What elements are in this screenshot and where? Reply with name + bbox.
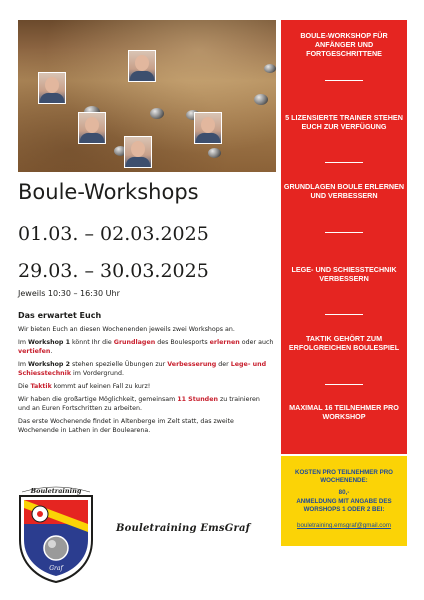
- divider: [325, 80, 363, 81]
- workshop-date-1: 01.03. – 02.03.2025: [18, 223, 209, 245]
- paragraph-tactics: Die Taktik kommt auf keinen Fall zu kurz!: [18, 383, 151, 390]
- boule-ball: [264, 64, 276, 73]
- boule-ball: [254, 94, 268, 105]
- highlight-item: 5 LIZENSIERTE TRAINER STEHEN EUCH ZUR VERFÜGUNG: [285, 113, 403, 131]
- logo-top-text: Bouletraining: [30, 487, 82, 495]
- paragraph-workshop-2: Im Workshop 2 stehen spezielle Übungen zur Verbesserung der Lege- und Schiesstechnik im Vordergrund.: [18, 361, 267, 377]
- trainer-photo: [38, 72, 66, 104]
- highlight-item: MAXIMAL 16 TEILNEHMER PRO WORKSHOP: [289, 403, 399, 421]
- logo-ring-text: Graf: [49, 565, 63, 572]
- paragraph-hours: Wir haben die großartige Möglichkeit, gemeinsam 11 Stunden zu trainieren: [18, 396, 260, 403]
- divider: [325, 232, 363, 233]
- description-block: [18, 311, 276, 439]
- highlight-item: LEGE- UND SCHIESSTECHNIK VERBESSERN: [291, 265, 397, 283]
- workshop-date-2: 29.03. – 30.03.2025: [18, 260, 209, 282]
- header-photo: [18, 20, 276, 172]
- highlight-item: TAKTIK GEHÖRT ZUM ERFOLGREICHEN BOULESPIEL: [288, 334, 400, 352]
- signup-text: ANMELDUNG MIT ANGABE DES WORSHOPS 1 ODER 2 BEI:: [296, 498, 392, 513]
- paragraph-locations: Das erste Wochenende findet in Altenberge im Zelt statt, das zweite Wochenende in Lathen in der Boulearena.: [18, 418, 234, 434]
- boule-ball: [150, 108, 164, 119]
- highlight-item: BOULE-WORKSHOP FÜR ANFÄNGER UND FORTGESCHRITTENE: [300, 31, 388, 58]
- workshop-time: Jeweils 10:30 – 16:30 Uhr: [18, 289, 120, 298]
- trainer-photo: [78, 112, 106, 144]
- trainer-photo: [194, 112, 222, 144]
- divider: [325, 314, 363, 315]
- trainer-photo: [128, 50, 156, 82]
- divider: [325, 162, 363, 163]
- highlight-item: GRUNDLAGEN BOULE ERLERNEN UND VERBESSERN: [283, 182, 405, 200]
- boule-ball: [208, 148, 221, 158]
- signup-box: [281, 456, 407, 546]
- brand-name: Bouletraining EmsGraf: [116, 523, 251, 534]
- paragraph-intro: Wir bieten Euch an diesen Wochenenden jeweils zwei Workshops an.: [18, 326, 235, 333]
- page-title: Boule-Workshops: [18, 180, 199, 204]
- paragraph-workshop-1: Im Workshop 1 könnt Ihr die Grundlagen des Boulesports erlernen oder auch vertiefen.: [18, 339, 274, 355]
- cost-value: 80,-: [338, 489, 350, 496]
- paragraph-progress: und an Euren Fortschritten zu arbeiten.: [18, 405, 143, 412]
- highlights-panel: [281, 20, 407, 454]
- section-heading: Das erwartet Euch: [18, 311, 102, 320]
- cost-label: KOSTEN PRO TEILNEHMER PRO WOCHENENDE:: [295, 469, 393, 484]
- trainer-photo: [124, 136, 152, 168]
- club-logo: [16, 484, 96, 584]
- divider: [325, 384, 363, 385]
- signup-email-link[interactable]: bouletraining.emsgraf@gmail.com: [297, 522, 391, 529]
